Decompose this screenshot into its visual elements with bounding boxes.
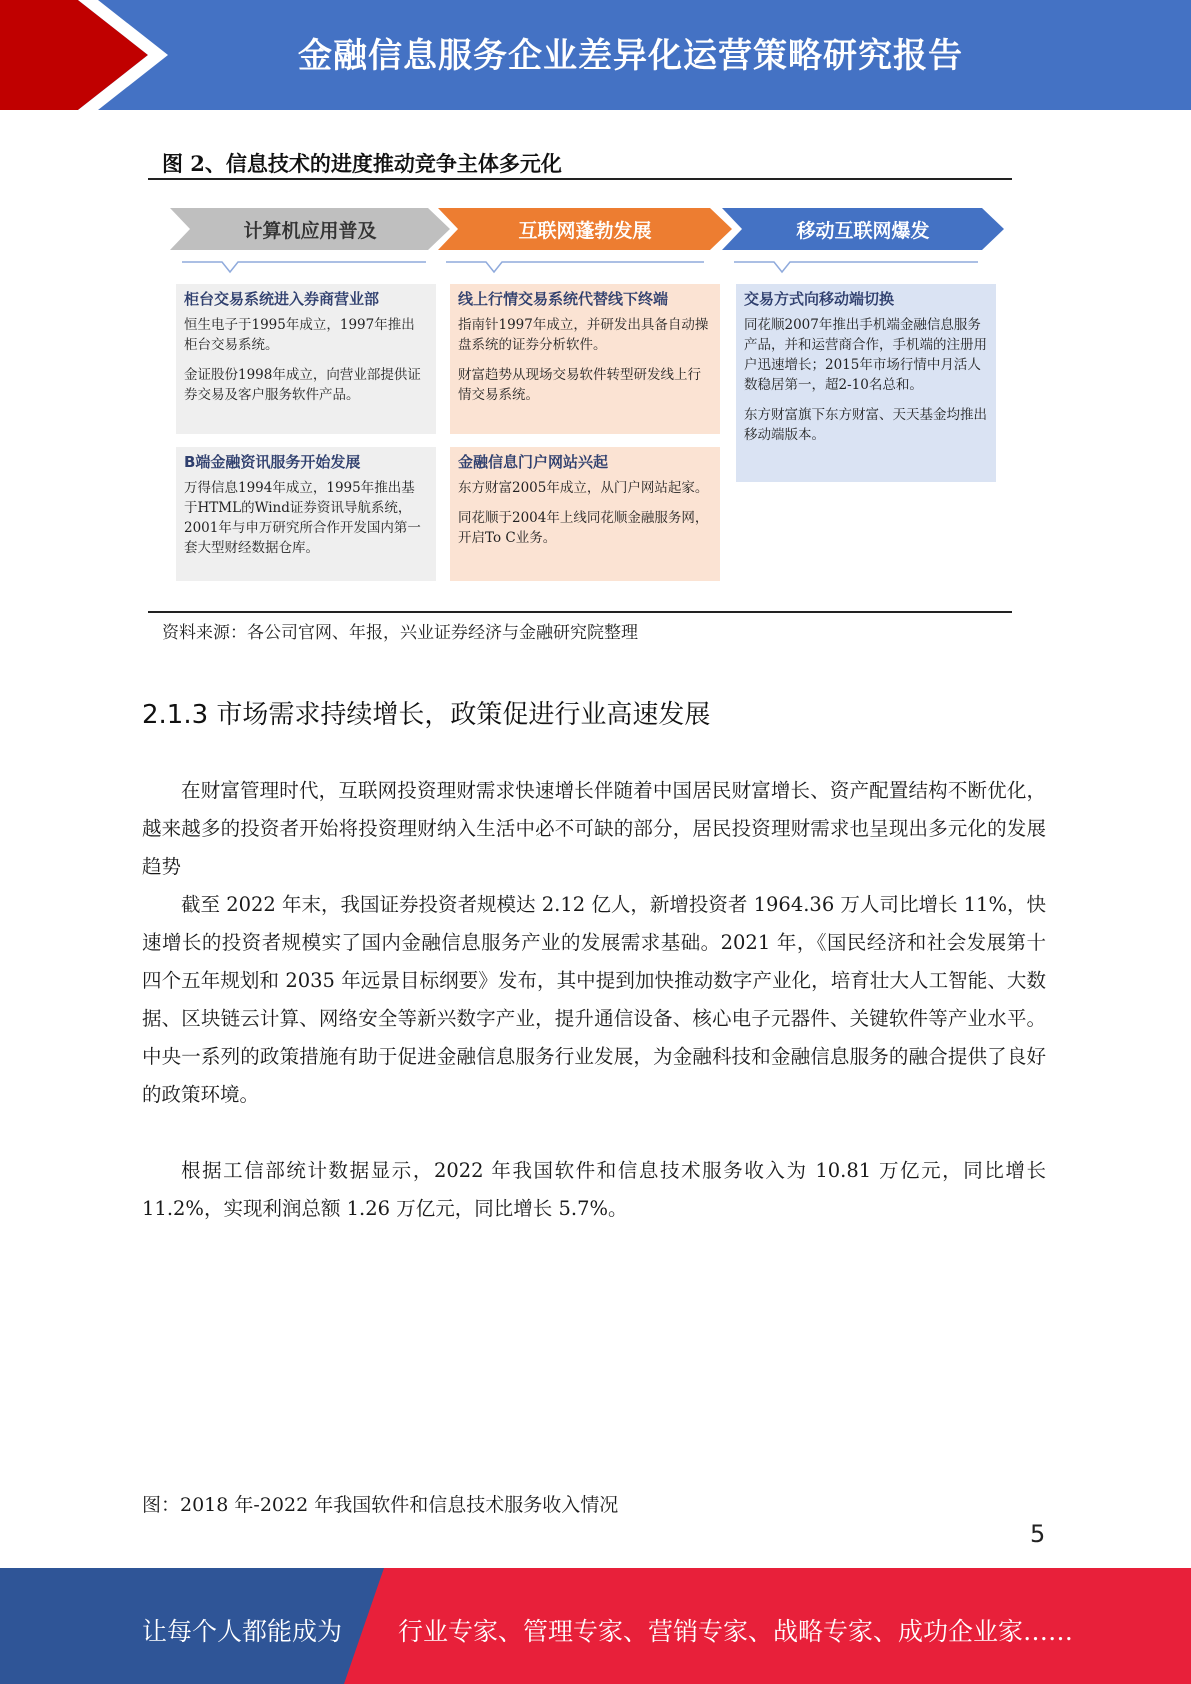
card-paragraph: 财富趋势从现场交易软件转型研发线上行情交易系统。 — [458, 367, 701, 403]
card-online-quotes — [450, 284, 720, 434]
card-heading: 交易方式向移动端切换 — [744, 290, 895, 308]
card-b2b-financial-info — [176, 447, 436, 581]
stage-mobile-internet — [722, 208, 1004, 250]
card-paragraph: 同花顺于2004年上线同花顺金融服务网，开启To C业务。 — [458, 510, 709, 546]
stage-internet-boom — [438, 208, 732, 250]
card-mobile-trading — [736, 284, 996, 482]
section-heading: 2.1.3 市场需求持续增长，政策促进行业高速发展 — [142, 700, 711, 730]
stage-bracket — [182, 258, 426, 274]
card-body — [184, 478, 428, 558]
card-heading: 柜台交易系统进入券商营业部 — [184, 290, 380, 308]
card-body — [744, 315, 988, 445]
stage-bracket — [446, 258, 704, 274]
body-paragraph: 根据工信部统计数据显示，2022 年我国软件和信息技术服务收入为 10.81 万亿元，同比增长 11.2%，实现利润总额 1.26 万亿元，同比增长 5.7%。 — [142, 1159, 1046, 1220]
report-title: 金融信息服务企业差异化运营策略研究报告 — [298, 36, 963, 76]
page-header — [0, 0, 1191, 110]
figure-bottom-rule — [148, 611, 1012, 613]
card-paragraph: 东方财富旗下东方财富、天天基金均推出移动端版本。 — [744, 407, 987, 443]
card-heading: 金融信息门户网站兴起 — [458, 453, 609, 471]
card-paragraph: 恒生电子于1995年成立，1997年推出柜台交易系统。 — [184, 317, 415, 353]
card-paragraph: 金证股份1998年成立，向营业部提供证券交易及客户服务软件产品。 — [184, 367, 421, 403]
page-footer — [0, 1568, 1191, 1684]
body-paragraph: 截至 2022 年末，我国证券投资者规模达 2.12 亿人，新增投资者 1964.36 万人司比增长 11%，快速增长的投资者规模实了国内金融信息服务产业的发展需求基础。2021 年，《国民经济和社会发展第十四个五年规划和 2035 年远景目标纲要》发布，其中提到加快推动数字产业化，培育壮大人工智能、大数据、区块链云计算、网络安全等新兴数字产业，提升通信设备、核心电子元器件、关键软件等产业水平。中央一系列的政策措施有助于促进金融信息服务行业发展，为金融科技和金融信息服务的融合提供了良好的政策环境。 — [142, 893, 1046, 1106]
footer-slogan-right: 行业专家、管理专家、营销专家、战略专家、成功企业家…… — [398, 1617, 1074, 1646]
card-body — [458, 478, 712, 548]
stage-computer-popularization — [170, 208, 450, 250]
figure-source: 资料来源：各公司官网、年报，兴业证券经济与金融研究院整理 — [162, 623, 638, 643]
card-paragraph: 指南针1997年成立，并研发出具备自动操盘系统的证券分析软件。 — [458, 317, 709, 353]
body-paragraph: 在财富管理时代，互联网投资理财需求快速增长伴随着中国居民财富增长、资产配置结构不断优化，越来越多的投资者开始将投资理财纳入生活中必不可缺的部分，居民投资理财需求也呈现出多元化的发展趋势 — [142, 779, 1046, 878]
figure-title: 图 2、信息技术的进度推动竞争主体多元化 — [162, 151, 562, 176]
card-paragraph: 同花顺2007年推出手机端金融信息服务产品，并和运营商合作，手机端的注册用户迅速增长；2015年市场行情中月活人数稳居第一，超2-10名总和。 — [744, 317, 987, 393]
stage-label: 互联网蓬勃发展 — [518, 220, 652, 242]
card-heading: B端金融资讯服务开始发展 — [184, 453, 361, 471]
figure-top-rule — [148, 178, 1012, 180]
card-counter-trading — [176, 284, 436, 434]
page-number: 5 — [1030, 1520, 1046, 1548]
footer-slogan-left: 让每个人都能成为 — [142, 1617, 343, 1646]
card-body — [184, 315, 428, 405]
stage-label: 移动互联网爆发 — [796, 220, 930, 242]
card-body — [458, 315, 712, 405]
card-paragraph: 东方财富2005年成立，从门户网站起家。 — [458, 480, 709, 496]
chart-caption: 图：2018 年-2022 年我国软件和信息技术服务收入情况 — [142, 1494, 619, 1516]
card-heading: 线上行情交易系统代替线下终端 — [458, 290, 669, 308]
stage-label: 计算机应用普及 — [243, 220, 377, 242]
card-paragraph: 万得信息1994年成立，1995年推出基于HTML的Wind证券资讯导航系统，2001年与申万研究所合作开发国内第一套大型财经数据仓库。 — [184, 480, 421, 556]
card-financial-portals — [450, 447, 720, 581]
stage-bracket — [734, 258, 978, 274]
